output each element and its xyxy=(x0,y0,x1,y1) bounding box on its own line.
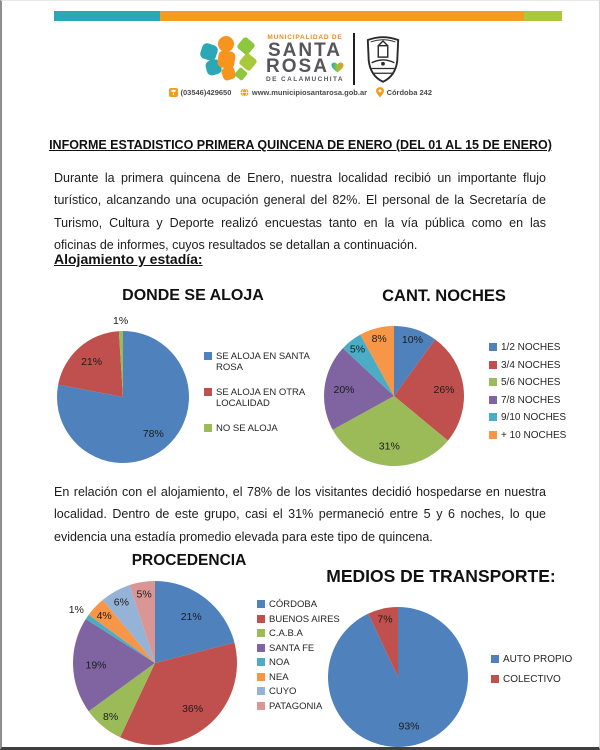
legend-item xyxy=(257,643,352,654)
pie-value-label: 21% xyxy=(81,355,103,368)
legend-swatch xyxy=(489,413,497,421)
pie-value-label: 31% xyxy=(378,440,400,453)
pie-value-label: 21% xyxy=(180,610,202,623)
legend-swatch xyxy=(257,615,265,623)
pie-value-label: 5% xyxy=(136,588,152,601)
legend-swatch xyxy=(257,673,265,681)
pie-value-label: 8% xyxy=(371,332,387,345)
legend-label: 5/6 NOCHES xyxy=(501,377,561,388)
legend-label: CUYO xyxy=(269,686,297,697)
brand-name-line1: SANTA xyxy=(267,40,343,61)
phone-icon xyxy=(169,88,178,97)
legend-label: 9/10 NOCHES xyxy=(501,412,567,423)
brand-name-line2: ROSA xyxy=(266,56,329,77)
brand-subtitle: DE CALAMUCHITA xyxy=(266,76,344,83)
contact-phone-item xyxy=(169,88,231,97)
legend-label: C.A.B.A xyxy=(269,628,303,639)
contact-phone: (03546)429650 xyxy=(180,88,232,97)
legend-item xyxy=(257,614,352,625)
legend-procedencia xyxy=(257,599,352,715)
bar-segment-teal xyxy=(54,11,160,21)
legend-label: PATAGONIA xyxy=(269,700,323,712)
legend-swatch xyxy=(489,396,497,404)
chart-title-cant-noches: CANT. NOCHES xyxy=(382,287,506,305)
chart-title-donde-se-aloja: DONDE SE ALOJA xyxy=(122,287,264,304)
legend-label: NEA xyxy=(269,671,289,683)
legend-item xyxy=(489,377,599,389)
legend-label: CÓRDOBA xyxy=(269,599,318,610)
legend-swatch xyxy=(491,655,499,663)
brand-color-bar xyxy=(54,11,562,21)
pie-value-label: 10% xyxy=(401,333,423,346)
legend-swatch xyxy=(257,629,265,637)
header-logo xyxy=(2,29,599,89)
legend-item xyxy=(204,423,322,434)
bar-segment-orange xyxy=(160,11,524,21)
brand-pretitle: MUNICIPALIDAD DE xyxy=(267,33,343,41)
document-title: INFORME ESTADISTICO PRIMERA QUINCENA DE ENERO (DEL 01 AL 15 DE ENERO) xyxy=(49,138,552,152)
legend-swatch xyxy=(491,675,499,683)
legend-swatch xyxy=(489,378,497,386)
bar-segment-green xyxy=(524,11,562,21)
legend-item xyxy=(257,686,352,697)
brand-text xyxy=(266,35,344,84)
legend-item xyxy=(204,387,322,409)
logo-divider xyxy=(353,33,355,85)
municipal-crest-icon xyxy=(364,32,402,86)
pie-value-label: 93% xyxy=(398,720,420,733)
section-heading-alojamiento: Alojamiento y estadía: xyxy=(54,251,203,267)
brand-logo-icon xyxy=(199,34,257,84)
heart-icon xyxy=(331,62,344,73)
pie-value-label: 20% xyxy=(333,384,355,397)
legend-item xyxy=(257,701,352,712)
contact-address-item xyxy=(376,87,432,98)
legend-item xyxy=(489,395,599,407)
pie-value-label: 78% xyxy=(142,428,164,441)
legend-label: NO SE ALOJA xyxy=(216,423,278,434)
legend-label: BUENOS AIRES xyxy=(269,613,340,625)
pie-value-label: 5% xyxy=(349,343,366,356)
legend-label: 3/4 NOCHES xyxy=(501,359,561,371)
legend-label: 1/2 NOCHES xyxy=(501,342,561,353)
pie-value-label: 6% xyxy=(113,596,129,609)
pie-value-label: 26% xyxy=(433,384,455,397)
legend-item xyxy=(491,674,596,685)
pie-chart-procedencia xyxy=(45,553,265,750)
legend-item xyxy=(257,628,352,639)
legend-label: SANTA FE xyxy=(269,642,315,654)
legend-item xyxy=(257,672,352,683)
legend-swatch xyxy=(489,431,497,439)
pie-chart-cant-noches xyxy=(294,296,494,496)
intro-paragraph: Durante la primera quincena de Enero, nuestra localidad recibió un importante flujo turístico, alcanzando una ocupación general del 82%. El personal de la Secretaría de Turismo, Cultura y Deporte realizó encuestas tanto en la vía pública como en las oficinas de informes, cuyos resultados se detallan a continuación. xyxy=(54,171,546,253)
contact-website-item xyxy=(240,88,367,97)
pie-value-label: 1% xyxy=(68,604,84,616)
globe-icon xyxy=(240,88,249,97)
legend-label: SE ALOJA EN SANTA ROSA xyxy=(216,351,310,373)
pie-value-label: 1% xyxy=(113,315,129,327)
legend-swatch xyxy=(489,343,497,351)
contact-website: www.municipiosantarosa.gob.ar xyxy=(251,88,368,97)
legend-swatch xyxy=(204,388,212,396)
legend-item xyxy=(257,657,352,668)
location-pin-icon xyxy=(376,87,384,98)
legend-swatch xyxy=(257,600,265,608)
legend-label: AUTO PROPIO xyxy=(503,654,573,665)
legend-swatch xyxy=(204,424,212,432)
header-contact xyxy=(2,87,599,98)
pie-value-label: 36% xyxy=(182,703,204,715)
legend-swatch xyxy=(204,352,212,360)
analysis-paragraph: En relación con el alojamiento, el 78% de los visitantes decidió hospedarse en nuestra localidad. Dentro de este grupo, casi el 31% permaneció entre 5 y 6 noches, lo que evidencia una estadía promedio elevada para este tipo de quincena. xyxy=(54,485,546,544)
pie-value-label: 8% xyxy=(103,711,119,724)
legend-swatch xyxy=(489,361,497,369)
pie-value-label: 19% xyxy=(85,659,107,672)
chart-title-medios-transporte: MEDIOS DE TRANSPORTE: xyxy=(326,566,556,586)
legend-label: COLECTIVO xyxy=(503,674,561,685)
legend-item xyxy=(489,360,599,372)
legend-item xyxy=(491,654,596,665)
legend-cant-noches xyxy=(489,342,599,447)
legend-item xyxy=(489,342,599,354)
legend-swatch xyxy=(257,658,265,666)
pie-chart-donde-se-aloja xyxy=(23,297,223,497)
contact-address: Córdoba 242 xyxy=(386,88,432,97)
legend-label: NOA xyxy=(269,657,290,668)
legend-medios-transporte xyxy=(491,654,596,694)
pie-value-label: 7% xyxy=(377,613,393,626)
legend-item xyxy=(204,351,322,373)
legend-label: SE ALOJA EN OTRA LOCALIDAD xyxy=(216,387,305,409)
pie-value-label: 4% xyxy=(96,609,112,622)
legend-label: 7/8 NOCHES xyxy=(501,394,561,406)
legend-swatch xyxy=(257,644,265,652)
legend-donde-se-aloja xyxy=(204,351,322,448)
legend-item xyxy=(489,430,599,442)
legend-swatch xyxy=(257,702,265,710)
legend-item xyxy=(257,599,352,610)
legend-label: + 10 NOCHES xyxy=(501,429,567,441)
legend-swatch xyxy=(257,687,265,695)
chart-title-procedencia: PROCEDENCIA xyxy=(131,552,247,569)
legend-item xyxy=(489,412,599,424)
